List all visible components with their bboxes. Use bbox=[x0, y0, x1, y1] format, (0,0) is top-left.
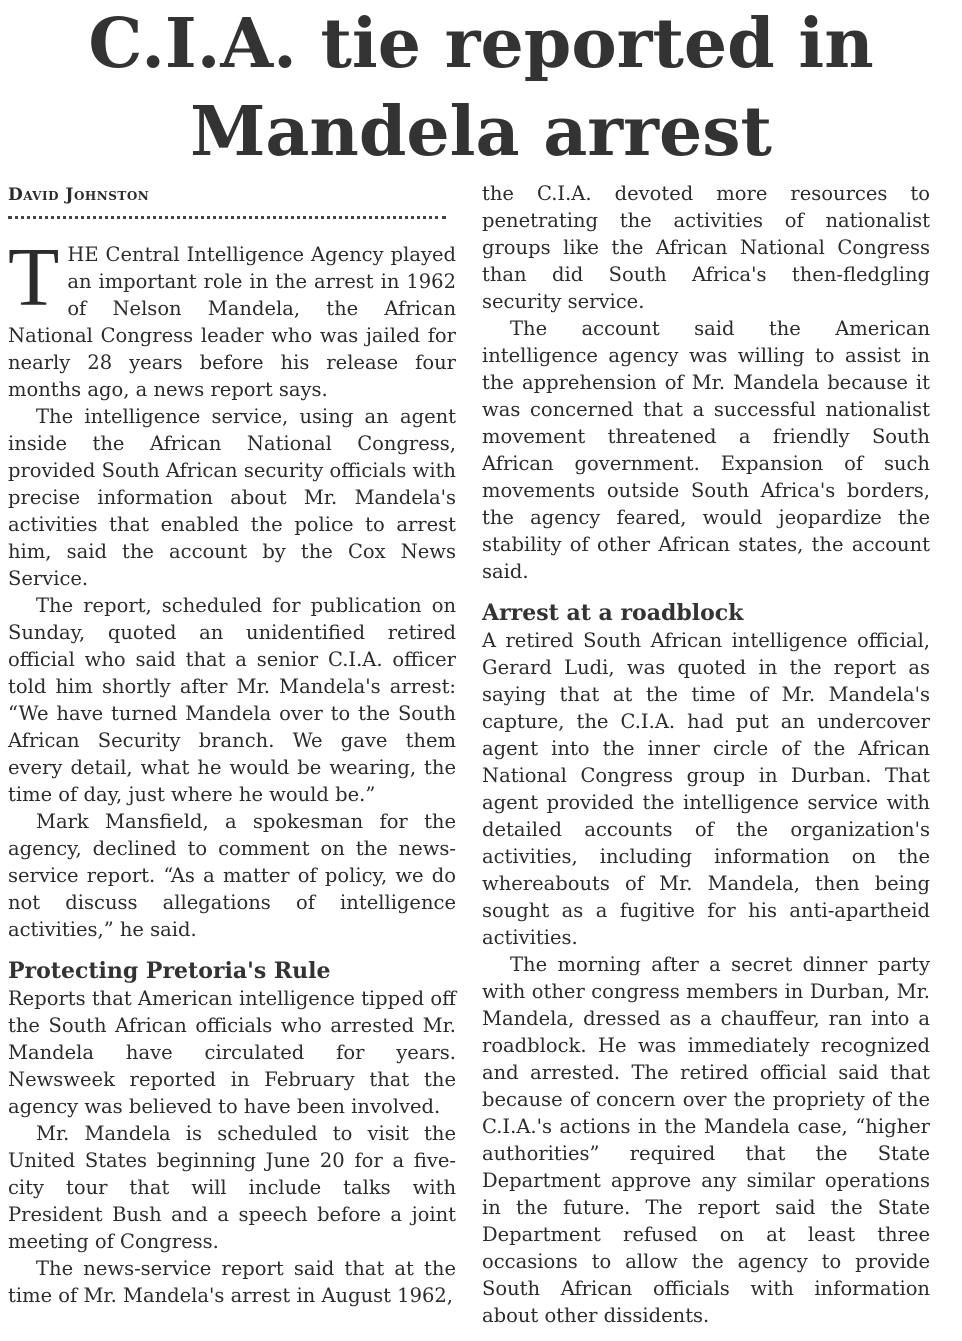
headline-line-1: C.I.A. tie reported in bbox=[88, 4, 874, 84]
paragraph: A retired South African intelligence official, Gerard Ludi, was quoted in the report as saying that at the time of Mr. Mandela's capture, the C.I.A. had put an undercover agent into the inner circle of the African National Congress group in Durban. That agent provided the intelligence service with detailed accounts of the organization's activities, including information on the whereabouts of Mr. Mandela, then being sought as a fugitive for his anti-apartheid activities. bbox=[482, 629, 930, 949]
paragraph: The intelligence service, using an agent inside the African National Congress, provided South African security officials with precise information about Mr. Mandela's activities that enabled the police to arrest him, said the account by the Cox News Service. bbox=[8, 405, 456, 590]
subheading: Protecting Pretoria's Rule bbox=[8, 958, 331, 984]
paragraph: the C.I.A. devoted more resources to penetrating the activities of nationalist groups like the African National Congress than did South Africa's then-fledgling security service. bbox=[482, 182, 930, 313]
paragraph: Mr. Mandela is scheduled to visit the United States beginning June 20 for a five-city tour that will include talks with President Bush and a speech before a joint meeting of Congress. bbox=[8, 1122, 456, 1253]
paragraph bbox=[8, 231, 456, 403]
paragraph: Mark Mansfield, a spokesman for the agency, declined to comment on the news-service report. “As a matter of policy, we do not discuss allegations of intelligence activities,” he said. bbox=[8, 810, 456, 941]
subheading: Arrest at a roadblock bbox=[482, 600, 744, 626]
paragraph: The account said the American intelligence agency was willing to assist in the apprehension of Mr. Mandela because it was concerned that a successful nationalist movement threatened a friendly South African government. Expansion of such movements outside South Africa's borders, the agency feared, would jeopardize the stability of other African states, the account said. bbox=[482, 317, 930, 583]
paragraph: Reports that American intelligence tipped off the South African officials who arrested Mr. Mandela have circulated for years. Newsweek reported in February that the agency was believed to have been involved. bbox=[8, 987, 456, 1118]
headline bbox=[0, 0, 962, 176]
paragraph-text: HE Central Intelligence Agency played an important role in the arrest in 1962 of Nelson Mandela, the African National Congress leader who was jailed for nearly 28 years before his release four months ago, a news report says. bbox=[8, 243, 456, 401]
paragraph: The morning after a secret dinner party with other congress members in Durban, Mr. Mandela, dressed as a chauffeur, ran into a roadblock. He was immediately recognized and arrested. The retired official said that because of concern over the propriety of the C.I.A.'s actions in the Mandela case, “higher authorities” required that the State Department approve any similar operations in the future. The report said the State Department refused on at least three occasions to allow the agency to provide South African officials with information about other dissidents. bbox=[482, 953, 930, 1327]
article-column-1 bbox=[8, 180, 456, 1309]
dotted-rule bbox=[8, 216, 446, 219]
paragraph: The news-service report said that at the time of Mr. Mandela's arrest in August 1962, bbox=[8, 1257, 456, 1307]
drop-cap: T bbox=[8, 231, 60, 324]
paragraph: The report, scheduled for publication on Sunday, quoted an unidentified retired official who said that a senior C.I.A. officer told him shortly after Mr. Mandela's arrest: “We have turned Mandela over to the South African Security branch. We gave them every detail, what he would be wearing, the time of day, just where he would be.” bbox=[8, 594, 456, 806]
article-column-2 bbox=[482, 180, 930, 1329]
byline: David Johnston bbox=[8, 185, 150, 205]
headline-line-2: Mandela arrest bbox=[190, 92, 772, 172]
